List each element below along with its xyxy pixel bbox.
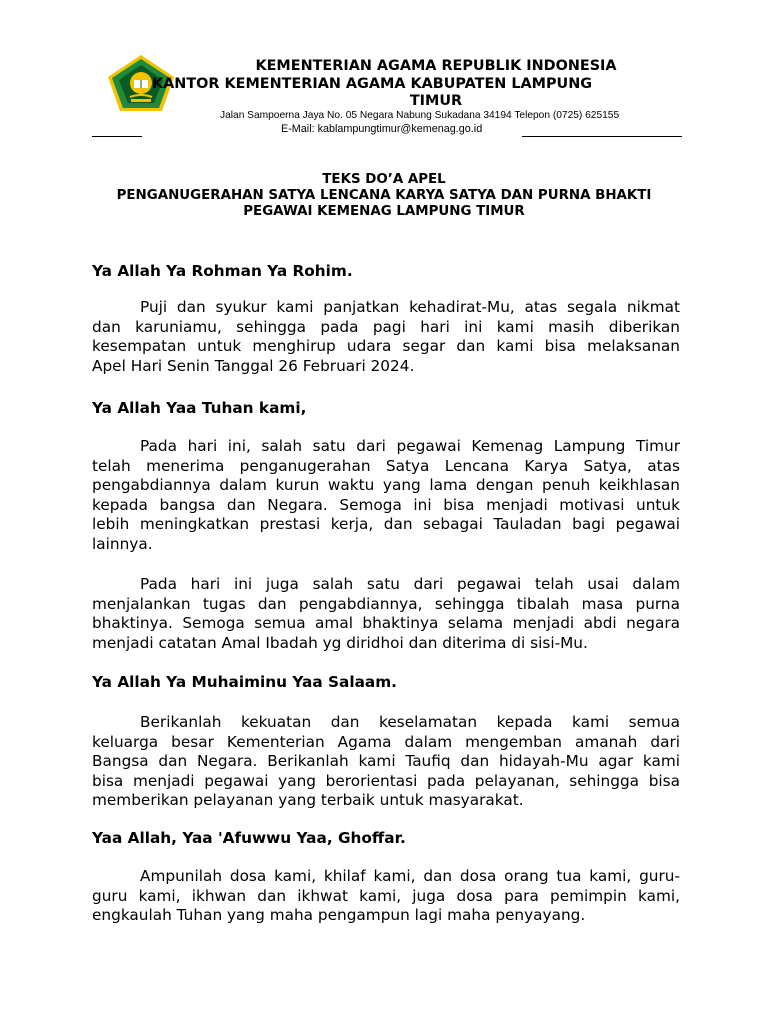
office-email: E-Mail: kablampungtimur@kemenag.go.id [281, 123, 483, 135]
text-line: menjadi catatan Amal Ibadah yg diridhoi dan diterima di sisi-Mu. [92, 633, 588, 652]
prayer-heading-4: Yaa Allah, Yaa 'Afuwwu Yaa, Ghoffar. [92, 829, 406, 847]
text-line: bisa menjadi pegawai yang berorientasi pada pelayanan, sehingga bisa [92, 771, 680, 790]
text-line: memberikan pelayanan yang terbaik untuk masyarakat. [92, 791, 524, 809]
paragraph-4 [92, 713, 680, 811]
text-line: guru kami, ikhwan dan ikhwat kami, juga dosa para pemimpin kami, [92, 886, 680, 905]
document-subtitle: PENGANUGERAHAN SATYA LENCANA KARYA SATYA DAN PURNA BHAKTI [116, 188, 652, 203]
letterhead-rule-right [522, 136, 682, 137]
paragraph-1 [92, 298, 680, 376]
paragraph-3 [92, 575, 680, 653]
office-address: Jalan Sampoerna Jaya No. 05 Negara Nabung Sukadana 34194 Telepon (0725) 625155 [220, 110, 620, 121]
prayer-heading-2: Ya Allah Yaa Tuhan kami, [92, 399, 307, 417]
text-line: Ampunilah dosa kami, khilaf kami, dan dosa orang tua kami, guru- [140, 867, 680, 885]
office-name-cont: TIMUR [409, 93, 463, 109]
document-subtitle-cont: PEGAWAI KEMENAG LAMPUNG TIMUR [243, 204, 525, 219]
prayer-heading-3: Ya Allah Ya Muhaiminu Yaa Salaam. [92, 673, 397, 691]
prayer-heading-1: Ya Allah Ya Rohman Ya Rohim. [92, 262, 353, 280]
text-line: pengabdiannya dalam kurun waktu yang lama dengan penuh keikhlasan [92, 476, 680, 494]
text-line: engkaulah Tuhan yang maha pengampun lagi maha penyayang. [92, 906, 586, 924]
text-line: lebih meningkatkan prestasi kerja, dan sebagai Tauladan bagi pegawai [92, 515, 680, 533]
office-name: KANTOR KEMENTERIAN AGAMA KABUPATEN LAMPUNG [152, 76, 593, 92]
text-line: dan karuniamu, sehingga pada pagi hari ini kami masih diberikan [92, 317, 680, 336]
paragraph-5 [92, 867, 680, 926]
paragraph-2 [92, 437, 680, 554]
ministry-name: KEMENTERIAN AGAMA REPUBLIK INDONESIA [255, 58, 617, 74]
text-line: bhaktinya. Semoga semua amal bhaktinya selama menjadi abdi negara [92, 614, 680, 632]
text-line: Bangsa dan Negara. Berikanlah kami Taufiq dan hidayah-Mu agar kami [92, 752, 680, 770]
text-line: Pada hari ini, salah satu dari pegawai Kemenag Lampung Timur [140, 437, 680, 455]
text-line: Pada hari ini juga salah satu dari pegawai telah usai dalam [140, 575, 680, 593]
text-line: Puji dan syukur kami panjatkan kehadirat-Mu, atas segala nikmat [140, 298, 680, 316]
letterhead-rule-left [92, 136, 142, 137]
text-line: kesempatan untuk menghirup udara segar dan kami bisa melaksanan [92, 337, 680, 355]
text-line: keluarga besar Kementerian Agama dalam mengemban amanah dari [92, 732, 680, 751]
text-line: telah menerima penganugerahan Satya Lencana Karya Satya, atas [92, 456, 680, 475]
text-line: Apel Hari Senin Tanggal 26 Februari 2024. [92, 356, 415, 375]
text-line: Berikanlah kekuatan dan keselamatan kepada kami semua [140, 713, 680, 731]
text-line: kepada bangsa dan Negara. Semoga ini bisa menjadi motivasi untuk [92, 495, 680, 514]
text-line: menjalankan tugas dan pengabdiannya, sehingga tibalah masa purna [92, 594, 680, 613]
document-title: TEKS DO’A APEL [322, 172, 446, 187]
text-line: lainnya. [92, 534, 153, 553]
